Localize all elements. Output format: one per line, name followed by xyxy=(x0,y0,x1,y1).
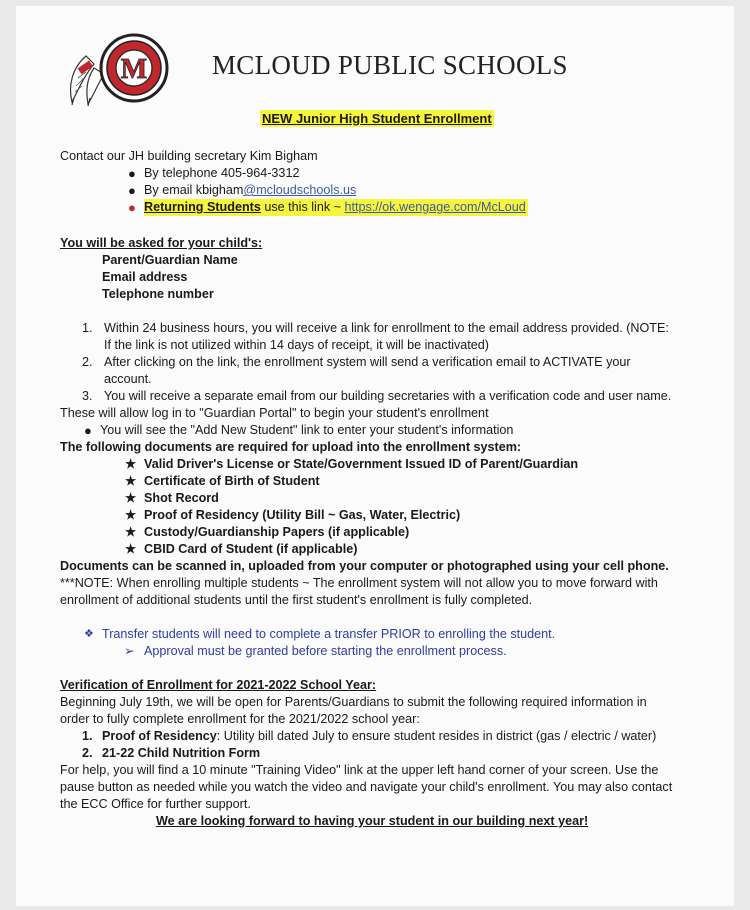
page-title: MCLOUD PUBLIC SCHOOLS xyxy=(212,50,568,80)
document-page xyxy=(16,6,734,906)
document-item: ★ Proof of Residency (Utility Bill ~ Gas, Water, Electric) xyxy=(125,508,461,522)
asked-item: Parent/Guardian Name xyxy=(102,253,238,267)
star-icon: ★ xyxy=(125,542,137,556)
step-number: 1. xyxy=(82,321,93,335)
add-new-text: You will see the "Add New Student" link to enter your student's information xyxy=(100,423,514,437)
document-item: ★ Custody/Guardianship Papers (if applicable) xyxy=(125,525,410,539)
add-new-student-note xyxy=(84,422,514,439)
scan-note: Documents can be scanned in, uploaded from your computer or photographed using your cell phone. xyxy=(60,559,669,573)
email-link[interactable]: @mcloudschools.us xyxy=(243,183,357,197)
contact-phone xyxy=(128,165,300,182)
diamond-bullet-icon: ❖ xyxy=(84,628,94,640)
approval-note: ➢ Approval must be granted before starting the enrollment process. xyxy=(124,644,507,658)
step-text: account. xyxy=(104,372,152,386)
document-item: ★ CBID Card of Student (if applicable) xyxy=(125,542,358,556)
step-number: 2. xyxy=(82,355,93,369)
step-text: These will allow log in to "Guardian Portal" to begin your student's enrollment xyxy=(60,406,489,420)
document-item: ★ Valid Driver's License or State/Government Issued ID of Parent/Guardian xyxy=(125,457,579,471)
contact-returning xyxy=(128,199,528,216)
star-icon: ★ xyxy=(125,457,137,471)
verification-number: 2. xyxy=(82,746,93,760)
asked-item: Email address xyxy=(102,270,188,284)
mcloud-logo-icon xyxy=(64,28,174,108)
help-text: For help, you will find a 10 minute "Training Video" link at the upper left hand corner of your screen. Use the xyxy=(60,763,659,777)
multi-student-note: ***NOTE: When enrolling multiple students ~ The enrollment system will not allow you to move forward with xyxy=(60,576,658,590)
feather-icon xyxy=(71,56,104,106)
logo-letter: M xyxy=(120,54,148,85)
multi-student-note: enrollment of additional students until the first student's enrollment is fully completed. xyxy=(60,593,533,607)
star-icon: ★ xyxy=(125,491,137,505)
document-item: ★ Certificate of Birth of Student xyxy=(125,474,320,488)
transfer-note: ❖ Transfer students will need to complete a transfer PRIOR to enrolling the student. xyxy=(84,627,556,641)
step-text: You will receive a separate email from our building secretaries with a verification code and user name. xyxy=(104,389,672,403)
verification-intro: order to fully complete enrollment for the 2021/2022 school year: xyxy=(60,712,420,726)
verification-intro: Beginning July 19th, we will be open for Parents/Guardians to submit the following required information in xyxy=(60,695,647,709)
asked-heading: You will be asked for your child's: xyxy=(60,236,263,250)
bullet-icon: ● xyxy=(128,200,136,215)
bullet-icon: ● xyxy=(84,423,92,438)
star-icon: ★ xyxy=(125,525,137,539)
documents-heading: The following documents are required for upload into the enrollment system: xyxy=(60,440,522,454)
asked-item: Telephone number xyxy=(102,287,214,301)
step-text: If the link is not utilized within 14 days of receipt, it will be inactivated) xyxy=(104,338,489,352)
help-text: pause button as needed while you watch the video and navigate your child's enrollment. You may also contact xyxy=(60,780,673,794)
help-text: the ECC Office for further support. xyxy=(60,797,251,811)
returning-label: Returning Students xyxy=(144,200,261,214)
page-subtitle: NEW Junior High Student Enrollment xyxy=(262,111,492,126)
closing-line: We are looking forward to having your student in our building next year! xyxy=(156,814,589,828)
star-icon: ★ xyxy=(125,508,137,522)
email-prefix: By email kbigham xyxy=(144,183,244,197)
contact-intro: Contact our JH building secretary Kim Bigham xyxy=(60,149,318,163)
star-icon: ★ xyxy=(125,474,137,488)
returning-text: use this link ~ xyxy=(260,200,345,214)
document-item: ★ Shot Record xyxy=(125,491,219,505)
step-text: Within 24 business hours, you will receive a link for enrollment to the email address provided. (NOTE: xyxy=(104,321,669,335)
verification-heading: Verification of Enrollment for 2021-2022 School Year: xyxy=(60,678,377,692)
bullet-icon: ● xyxy=(128,183,136,198)
returning-link[interactable]: https://ok.wengage.com/McLoud xyxy=(344,200,526,214)
phone-text: By telephone 405-964-3312 xyxy=(144,166,300,180)
arrow-bullet-icon: ➢ xyxy=(124,644,135,658)
step-text: After clicking on the link, the enrollment system will send a verification email to ACTIVATE your xyxy=(104,355,631,369)
verification-item: 21-22 Child Nutrition Form xyxy=(102,746,261,760)
step-number: 3. xyxy=(82,389,93,403)
contact-email xyxy=(128,182,357,199)
verification-number: 1. xyxy=(82,729,93,743)
bullet-icon: ● xyxy=(128,166,136,181)
verification-item: Proof of Residency: Utility bill dated July to ensure student resides in district (gas / electric / water) xyxy=(102,729,657,743)
